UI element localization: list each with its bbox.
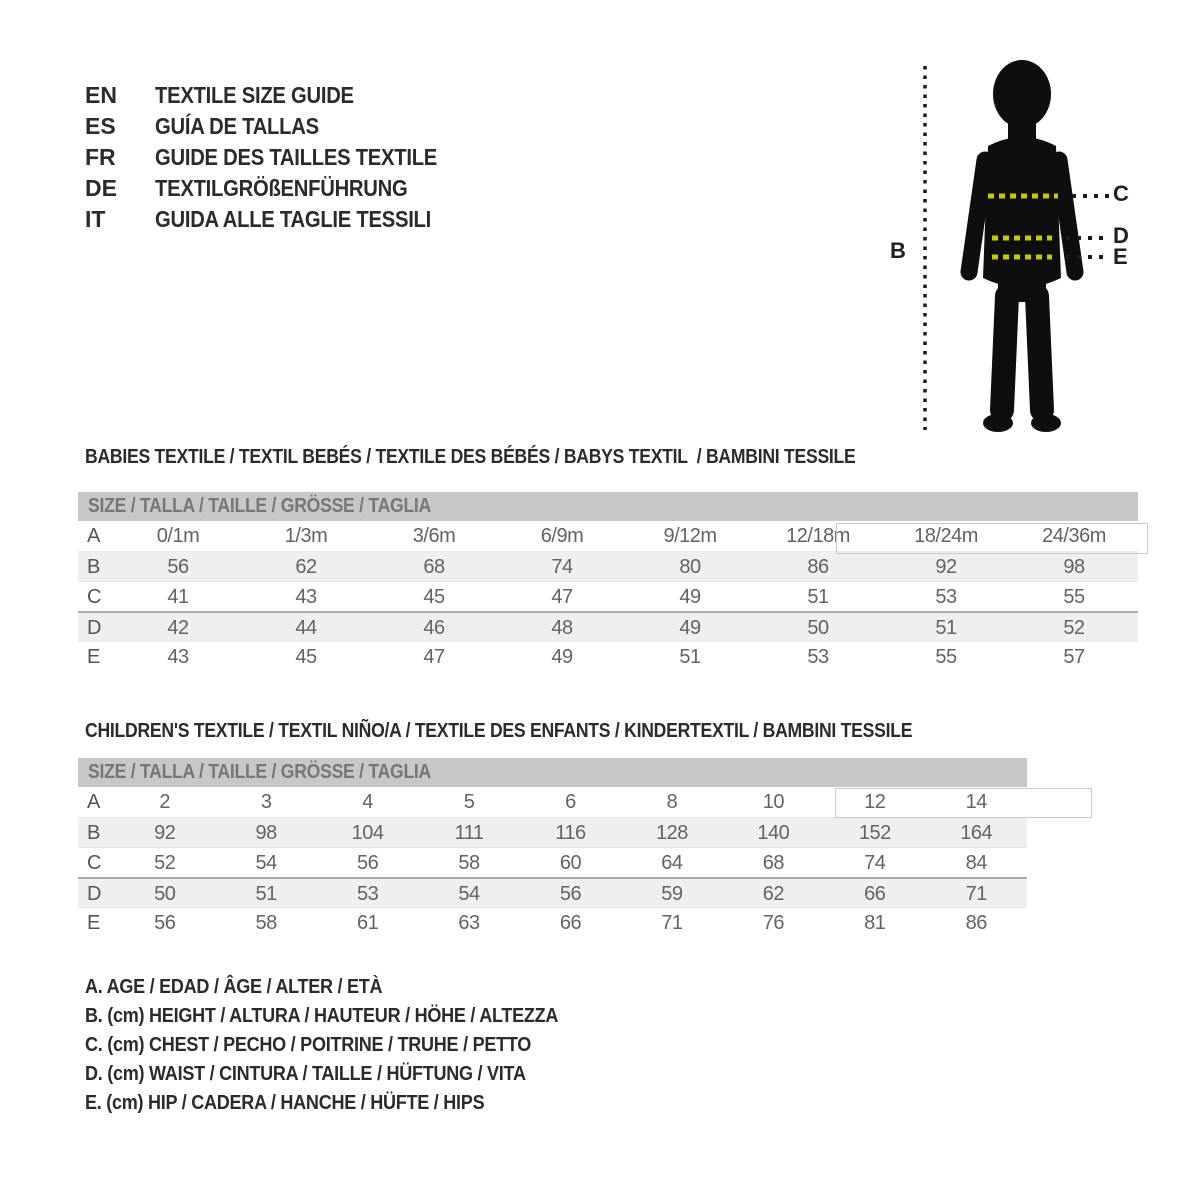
table-header-bar: SIZE / TALLA / TAILLE / GRÖSSE / TAGLIA (78, 492, 1138, 521)
title-text: GUÍA DE TALLAS (155, 113, 319, 139)
language-code: DE (85, 175, 117, 201)
table-row-height (78, 817, 1027, 847)
cell: 60 (559, 852, 582, 874)
cell: 45 (423, 586, 445, 608)
table-row-chest (78, 581, 1138, 611)
cell: 140 (757, 822, 790, 844)
babies-size-table (78, 492, 1138, 671)
cell: 68 (423, 556, 445, 578)
cell: 49 (679, 586, 701, 608)
cell: 48 (551, 617, 573, 639)
cell: 43 (167, 646, 189, 668)
cell: 84 (965, 852, 987, 874)
cell: 3 (260, 791, 272, 813)
cell: 66 (559, 912, 582, 934)
cell: 98 (255, 822, 277, 844)
cell: 2 (159, 791, 171, 813)
cell: 71 (661, 912, 683, 934)
legend-item-hip: E. (cm) HIP / CADERA / HANCHE / HÜFTE / HIPS (85, 1091, 485, 1114)
children-section-heading: CHILDREN'S TEXTILE / TEXTIL NIÑO/A / TEXTILE DES ENFANTS / KINDERTEXTIL / BAMBINI TESSILE (85, 720, 913, 742)
cell: 152 (858, 822, 891, 844)
row-label: B (87, 556, 100, 578)
cell: 104 (351, 822, 384, 844)
cell: 47 (551, 586, 573, 608)
cell: 4 (362, 791, 373, 813)
cell: 54 (255, 852, 277, 874)
cell: 66 (864, 883, 886, 905)
title-row-fr (85, 142, 476, 173)
cell: 57 (1063, 646, 1085, 668)
title-text: GUIDA ALLE TAGLIE TESSILI (155, 206, 432, 232)
cell: 52 (154, 852, 176, 874)
row-label: A (87, 791, 100, 813)
cell: 54 (458, 883, 480, 905)
cell: 63 (458, 912, 480, 934)
cell: 51 (807, 586, 829, 608)
cell: 24/36m (1042, 525, 1106, 547)
child-silhouette-svg (880, 50, 1180, 450)
cell: 86 (965, 912, 987, 934)
cell: 52 (1063, 617, 1085, 639)
cell: 111 (454, 822, 484, 844)
cell: 81 (864, 912, 886, 934)
cell: 14 (965, 791, 987, 813)
cell: 58 (255, 912, 277, 934)
language-code: ES (85, 113, 116, 139)
row-label: A (87, 525, 100, 547)
cell: 3/6m (412, 525, 456, 547)
cell: 12 (864, 791, 886, 813)
cell: 76 (762, 912, 784, 934)
cell: 74 (864, 852, 886, 874)
cell: 50 (154, 883, 176, 905)
title-row-de (85, 173, 476, 204)
legend-item-age: A. AGE / EDAD / ÂGE / ALTER / ETÀ (85, 975, 383, 998)
child-silhouette (969, 60, 1075, 432)
cell: 49 (679, 617, 701, 639)
height-label: B (890, 238, 906, 263)
cell: 74 (551, 556, 573, 578)
row-label: E (87, 646, 100, 668)
cell: 12/18m (786, 525, 850, 547)
legend-item-chest: C. (cm) CHEST / PECHO / POITRINE / TRUHE / PETTO (85, 1033, 532, 1056)
cell: 58 (458, 852, 480, 874)
cell: 68 (762, 852, 784, 874)
row-label: B (87, 822, 100, 844)
table-row-age (78, 521, 1138, 551)
row-label: C (87, 586, 101, 608)
cell: 18/24m (914, 525, 978, 547)
table-row-hip (78, 641, 1138, 671)
cell: 5 (463, 791, 475, 813)
cell: 1/3m (284, 525, 328, 547)
cell: 80 (679, 556, 701, 578)
cell: 44 (295, 617, 317, 639)
cell: 53 (807, 646, 829, 668)
table-row-chest (78, 847, 1027, 877)
cell: 55 (935, 646, 957, 668)
cell: 86 (807, 556, 829, 578)
waist-label: D (1113, 223, 1129, 248)
children-size-table (78, 758, 1027, 937)
babies-section-heading: BABIES TEXTILE / TEXTIL BEBÉS / TEXTILE DES BÉBÉS / BABYS TEXTIL / BAMBINI TESSILE (85, 446, 856, 468)
cell: 9/12m (663, 525, 717, 547)
table-header-bar: SIZE / TALLA / TAILLE / GRÖSSE / TAGLIA (78, 758, 1027, 787)
cell: 61 (356, 912, 379, 934)
cell: 45 (295, 646, 317, 668)
cell: 51 (935, 617, 957, 639)
cell: 98 (1063, 556, 1085, 578)
cell: 92 (154, 822, 176, 844)
cell: 62 (762, 883, 784, 905)
cell: 56 (356, 852, 379, 874)
measurement-legend (85, 972, 623, 1117)
cell: 53 (935, 586, 957, 608)
cell: 62 (295, 556, 317, 578)
table-row-hip (78, 907, 1027, 937)
cell: 49 (551, 646, 573, 668)
cell: 42 (167, 617, 189, 639)
child-measurement-figure (880, 50, 1180, 450)
cell: 47 (423, 646, 445, 668)
cell: 6/9m (540, 525, 584, 547)
title-language-list (85, 80, 476, 235)
cell: 56 (167, 556, 189, 578)
cell: 46 (423, 617, 445, 639)
language-code: FR (85, 144, 116, 170)
cell: 43 (295, 586, 317, 608)
cell: 116 (555, 822, 586, 844)
table-row-age (78, 787, 1027, 817)
title-text: GUIDE DES TAILLES TEXTILE (155, 144, 438, 170)
language-code: EN (85, 82, 117, 108)
legend-item-waist: D. (cm) WAIST / CINTURA / TAILLE / HÜFTUNG / VITA (85, 1062, 526, 1085)
title-text: TEXTILE SIZE GUIDE (155, 82, 354, 108)
cell: 59 (661, 883, 683, 905)
cell: 56 (559, 883, 582, 905)
title-row-it (85, 204, 476, 235)
title-row-en (85, 80, 476, 111)
cell: 56 (154, 912, 176, 934)
language-code: IT (85, 206, 106, 232)
hip-label: E (1113, 244, 1128, 269)
cell: 51 (679, 646, 701, 668)
cell: 53 (356, 883, 379, 905)
cell: 92 (935, 556, 957, 578)
cell: 71 (965, 883, 987, 905)
cell: 6 (565, 791, 576, 813)
title-text: TEXTILGRÖßENFÜHRUNG (155, 175, 408, 201)
row-label: E (87, 912, 100, 934)
row-label: D (87, 617, 101, 639)
table-row-waist (78, 611, 1138, 641)
cell: 128 (655, 822, 688, 844)
cell: 0/1m (156, 525, 200, 547)
table-row-height (78, 551, 1138, 581)
cell: 41 (167, 586, 189, 608)
cell: 55 (1063, 586, 1085, 608)
cell: 8 (666, 791, 678, 813)
cell: 51 (255, 883, 277, 905)
cell: 50 (807, 617, 829, 639)
cell: 10 (762, 791, 784, 813)
chest-label: C (1113, 181, 1129, 206)
row-label: C (87, 852, 101, 874)
title-row-es (85, 111, 476, 142)
cell: 164 (960, 822, 993, 844)
row-label: D (87, 883, 101, 905)
table-row-waist (78, 877, 1027, 907)
cell: 64 (661, 852, 683, 874)
legend-item-height: B. (cm) HEIGHT / ALTURA / HAUTEUR / HÖHE / ALTEZZA (85, 1004, 559, 1027)
